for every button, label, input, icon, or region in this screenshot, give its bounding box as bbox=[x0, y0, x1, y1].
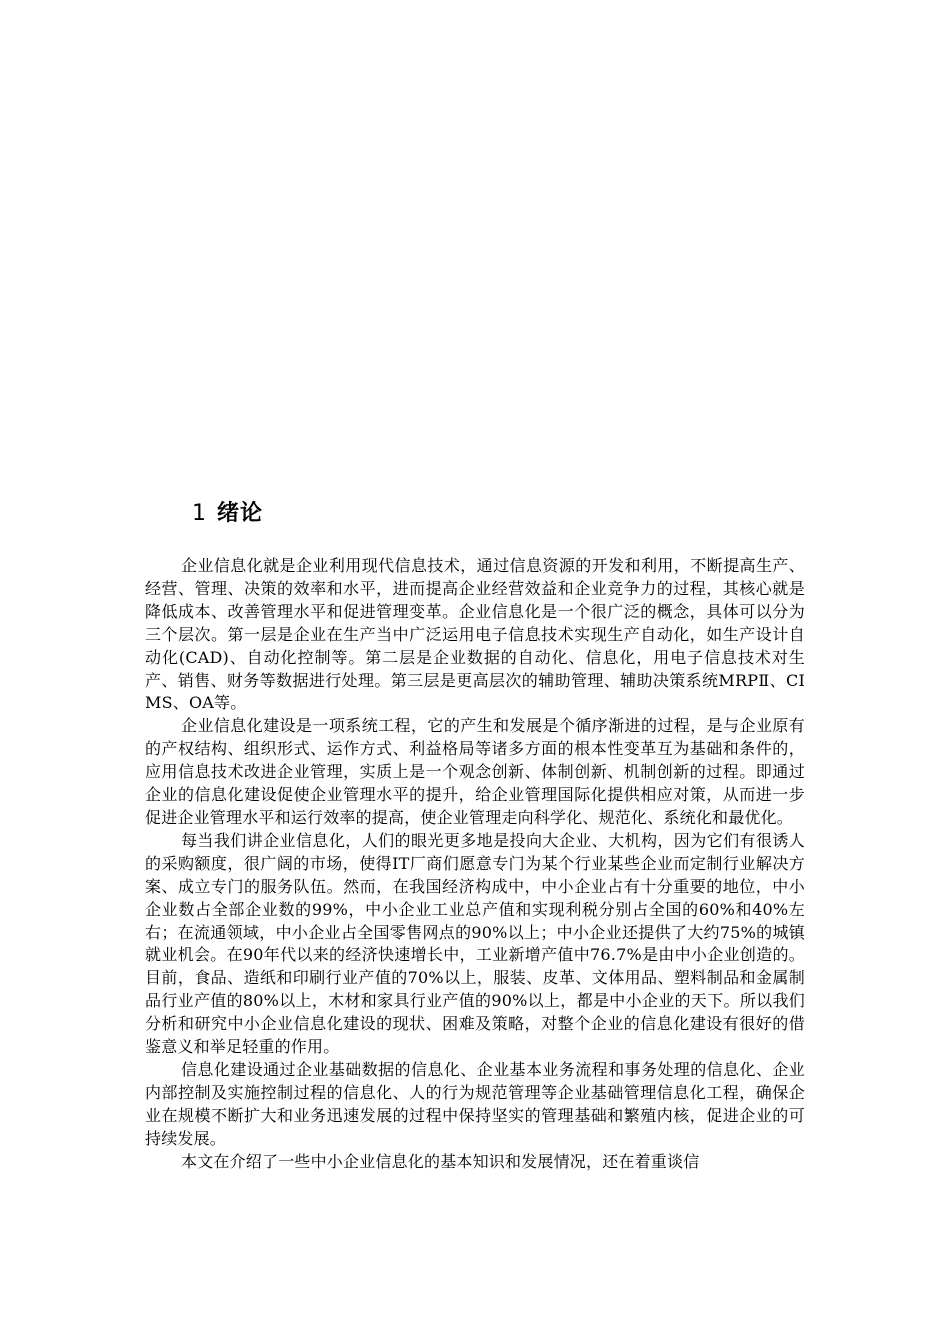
body-text bbox=[145, 555, 805, 1173]
chapter-heading bbox=[192, 499, 263, 529]
paragraph-2: 企业信息化建设是一项系统工程，它的产生和发展是个循序渐进的过程，是与企业原有的产权结构、组织形式、运作方式、利益格局等诸多方面的根本性变革互为基础和条件的，应用信息技术改进企业管理，实质上是一个观念创新、体制创新、机制创新的过程。即通过企业的信息化建设促使企业管理水平的提升，给企业管理国际化提供相应对策，从而进一步促进企业管理水平和运行效率的提高，使企业管理走向科学化、规范化、系统化和最优化。 bbox=[145, 716, 805, 827]
paragraph-5: 本文在介绍了一些中小企业信息化的基本知识和发展情况，还在着重谈信 bbox=[181, 1151, 700, 1171]
paragraph-3: 每当我们讲企业信息化，人们的眼光更多地是投向大企业、大机构，因为它们有很诱人的采购额度，很广阔的市场，使得IT厂商们愿意专门为某个行业某些企业而定制行业解决方案、成立专门的服务队伍。然而，在我国经济构成中，中小企业占有十分重要的地位，中小企业数占全部企业数的99%，中小企业工业总产值和实现利税分别占全国的60%和40%左右；在流通领域，中小企业占全国零售网点的90%以上；中小企业还提供了大约75%的城镇就业机会。在90年代以来的经济快速增长中，工业新增产值中76.7%是由中小企业创造的。目前，食品、造纸和印刷行业产值的70%以上，服装、皮革、文体用品、塑料制品和金属制品行业产值的80%以上，木材和家具行业产值的90%以上，都是中小企业的天下。所以我们分析和研究中小企业信息化建设的现状、困难及策略，对整个企业的信息化建设有很好的借鉴意义和举足轻重的作用。 bbox=[145, 830, 805, 1057]
chapter-title: 绪论 bbox=[217, 501, 264, 526]
paragraph-4: 信息化建设通过企业基础数据的信息化、企业基本业务流程和事务处理的信息化、企业内部控制及实施控制过程的信息化、人的行为规范管理等企业基础管理信息化工程，确保企业在规模不断扩大和业务迅速发展的过程中保持坚实的管理基础和繁殖内核，促进企业的可持续发展。 bbox=[145, 1059, 805, 1148]
paragraph-1: 企业信息化就是企业利用现代信息技术，通过信息资源的开发和利用，不断提高生产、经营、管理、决策的效率和水平，进而提高企业经营效益和企业竞争力的过程，其核心就是降低成本、改善管理水平和促进管理变革。企业信息化是一个很广泛的概念，具体可以分为三个层次。第一层是企业在生产当中广泛运用电子信息技术实现生产自动化，如生产设计自动化(CAD)、自动化控制等。第二层是企业数据的自动化、信息化，用电子信息技术对生产、销售、财务等数据进行处理。第三层是更高层次的辅助管理、辅助决策系统MRPⅡ、CIMS、OA等。 bbox=[145, 556, 805, 713]
chapter-number: 1 bbox=[192, 501, 207, 526]
